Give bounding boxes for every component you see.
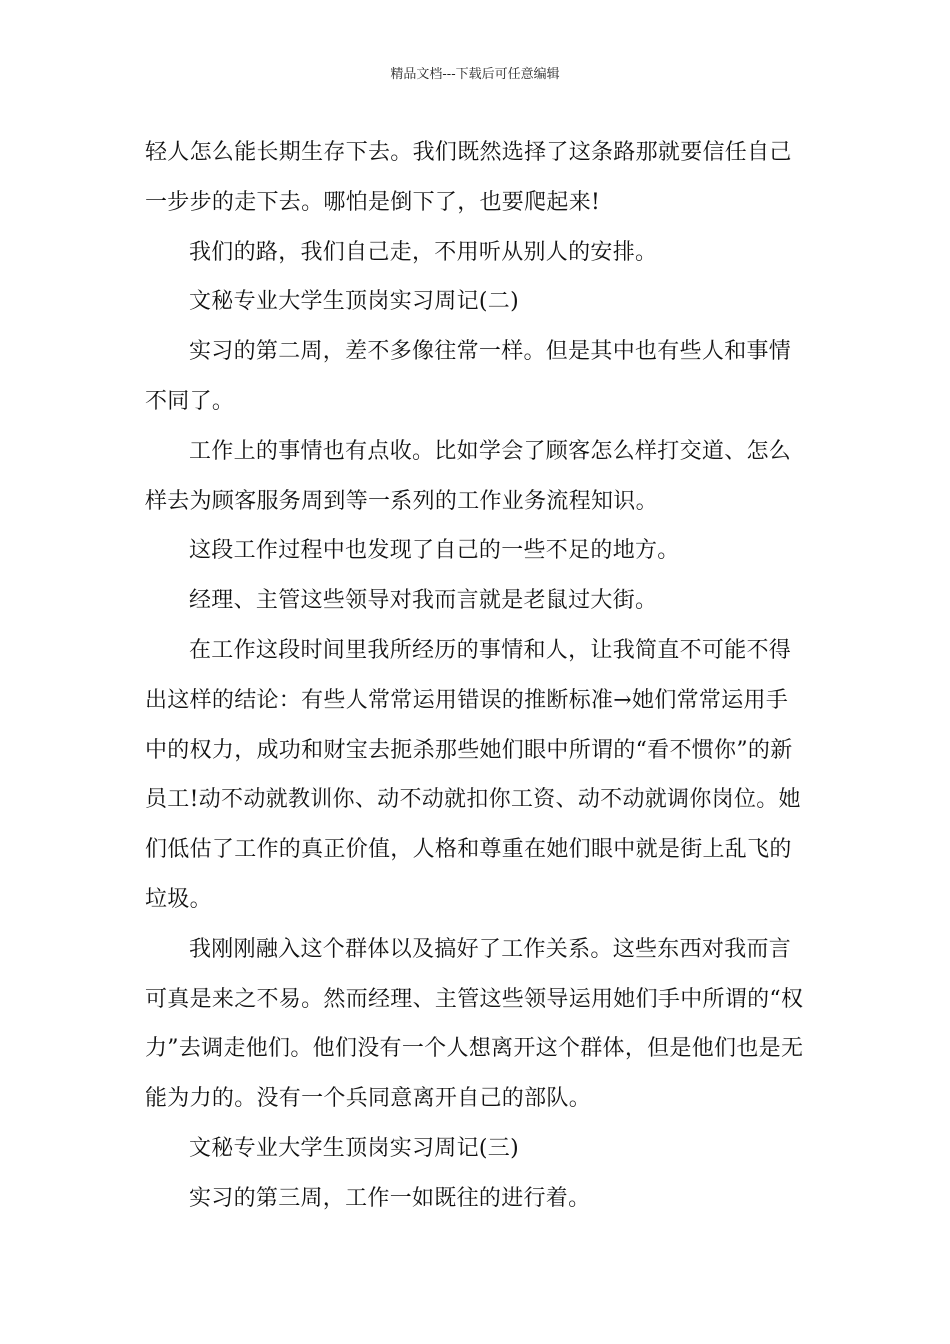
page-header: 精品文档---下载后可任意编辑 [390, 67, 560, 82]
document-body [145, 128, 807, 1224]
paragraph: 在工作这段时间里我所经历的事情和人，让我简直不可能不得出这样的结论：有些人常常运用错误的推断标准→她们常常运用手中的权力，成功和财宝去扼杀那些她们眼中所谓的“看不惯你”的新员工!动不动就教训你、动不动就扣你工资、动不动就调你岗位。她们低估了工作的真正价值，人格和尊重在她们眼中就是街上乱飞的垃圾。 [145, 637, 801, 912]
section-heading-week-2: 文秘专业大学生顶岗实习周记(二) [189, 289, 519, 315]
paragraph: 我刚刚融入这个群体以及搞好了工作关系。这些东西对我而言可真是来之不易。然而经理、主管这些领导运用她们手中所谓的“权力”去调走他们。他们没有一个人想离开这个群体，但是他们也是无能为力的。没有一个兵同意离开自己的部队。 [145, 936, 804, 1112]
paragraph: 实习的第三周，工作一如既往的进行着。 [189, 1185, 591, 1211]
section-heading-week-3: 文秘专业大学生顶岗实习周记(三) [189, 1135, 519, 1161]
paragraph: 实习的第二周，差不多像往常一样。但是其中也有些人和事情不同了。 [145, 339, 792, 414]
paragraph-continuation: 轻人怎么能长期生存下去。我们既然选择了这条路那就要信任自己一步步的走下去。哪怕是倒下了，也要爬起来! [145, 140, 792, 215]
paragraph: 工作上的事情也有点收。比如学会了顾客怎么样打交道、怎么样去为顾客服务周到等一系列的工作业务流程知识。 [145, 438, 792, 514]
paragraph: 经理、主管这些领导对我而言就是老鼠过大街。 [189, 588, 658, 614]
paragraph: 我们的路，我们自己走，不用听从别人的安排。 [189, 239, 658, 265]
paragraph: 这段工作过程中也发现了自己的一些不足的地方。 [189, 538, 680, 564]
